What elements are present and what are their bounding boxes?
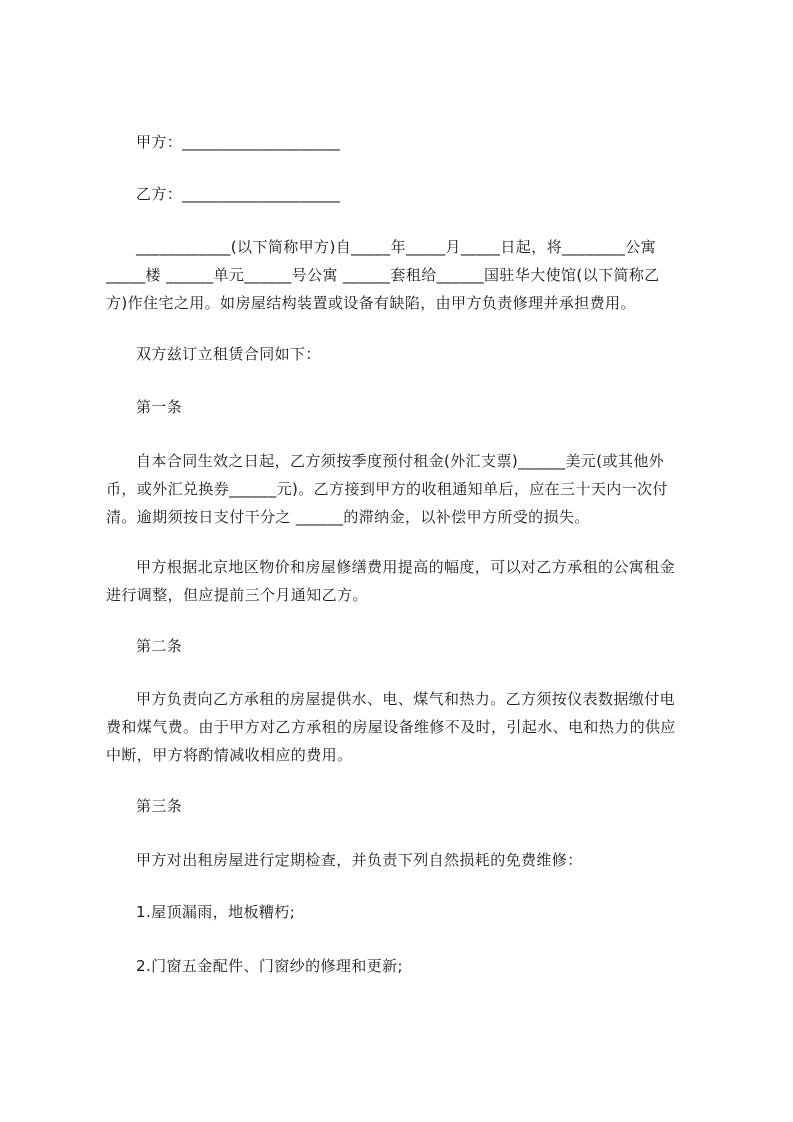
intro-paragraph: [106, 233, 702, 317]
article-1-p2-line-2: 进行调整，但应提前三个月通知乙方。: [106, 586, 368, 604]
article-3-item-1: 1.屋顶漏雨，地板糟朽;: [136, 903, 296, 921]
article-1-p2-line-1: 甲方根据北京地区物价和房屋修缮费用提高的幅度，可以对乙方承租的公寓租金: [136, 558, 676, 576]
article-2-paragraph-1: [106, 685, 702, 769]
article-1-p1-line-1: 自本合同生效之日起，乙方须按季度预付租金(外汇支票)______美元(或其他外: [136, 452, 665, 470]
article-1-title: 第一条: [136, 398, 183, 416]
article-1-paragraph-1: [106, 447, 702, 531]
article-2-p1-line-1: 甲方负责向乙方承租的房屋提供水、电、煤气和热力。乙方须按仪表数据缴付电: [136, 690, 676, 708]
article-1-paragraph-2: [106, 553, 702, 609]
agreement-statement: 双方兹订立租赁合同如下：: [136, 345, 321, 363]
party-b-line: 乙方：____________________: [136, 185, 341, 203]
article-3-item-2: 2.门窗五金配件、门窗纱的修理和更新;: [136, 957, 403, 975]
article-2-p1-line-3: 中断，甲方将酌情减收相应的费用。: [106, 746, 353, 764]
article-3-paragraph-1: 甲方对出租房屋进行定期检查，并负责下列自然损耗的免费维修：: [136, 851, 583, 869]
intro-line-2: _____楼 ______单元______号公寓 ______套租给______国驻华大使馆(以下简称乙: [106, 266, 660, 284]
article-1-p1-line-2: 币，或外汇兑换券______元)。乙方接到甲方的收租通知单后，应在三十天内一次付: [106, 480, 668, 498]
party-a-line: 甲方：____________________: [136, 133, 341, 151]
intro-line-1: ____________(以下简称甲方)自_____年_____月_____日起，将________公寓: [136, 238, 657, 256]
intro-line-3: 方)作住宅之用。如房屋结构装置或设备有缺陷，由甲方负责修理并承担费用。: [106, 294, 636, 312]
article-1-p1-line-3: 清。逾期须按日支付干分之 ______的滞纳金，以补偿甲方所受的损失。: [106, 508, 590, 526]
article-2-p1-line-2: 费和煤气费。由于甲方对乙方承租的房屋设备维修不及时，引起水、电和热力的供应: [106, 718, 676, 736]
article-3-title: 第三条: [136, 797, 183, 815]
article-2-title: 第二条: [136, 637, 183, 655]
